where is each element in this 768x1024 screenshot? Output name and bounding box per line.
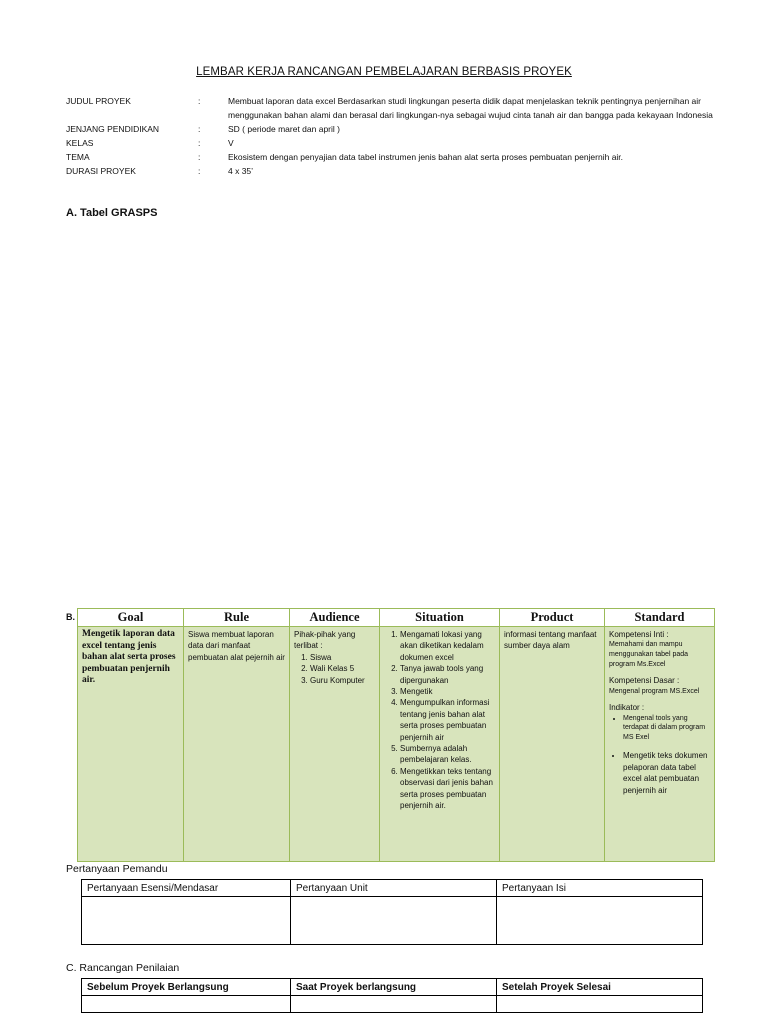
grasps-table [77,608,715,862]
column-header: Setelah Proyek Selesai [497,979,703,996]
section-b-label: B. [66,612,75,622]
ki-text: Memahami dan mampu menggunakan tabel pada program Ms.Excel [609,641,689,668]
situation-list [384,629,495,812]
grasps-header: Audience [290,609,380,627]
meta-label: TEMA [66,152,90,162]
meta-value: Ekosistem dengan penyajian data tabel instrumen jenis bahan alat serta proses pembuatan penjernih air. [228,152,624,162]
meta-colon: : [198,138,201,148]
table-cell [291,897,497,945]
column-header: Sebelum Proyek Berlangsung [82,979,291,996]
column-header: Pertanyaan Unit [291,880,497,897]
penilaian-table [81,978,703,1013]
rancangan-penilaian-heading: C. Rancangan Penilaian [66,962,180,974]
indicator-list [609,714,710,796]
meta-row-tema [66,150,716,164]
pertanyaan-table [81,879,703,945]
meta-colon: : [198,166,201,176]
meta-row-judul [66,94,716,122]
kd-label: Kompetensi Dasar : [609,676,680,686]
meta-row-jenjang [66,122,716,136]
rule-cell: Siswa membuat laporan data dari manfaat pembuatan alat pejernih air [184,627,290,862]
meta-row-kelas [66,136,716,150]
table-cell [497,897,703,945]
meta-value: Membuat laporan data excel Berdasarkan studi lingkungan peserta didik dapat menjelaskan teknik pentingnya penjernihan air menggunakan bahan alami dan berasal dari lingkungan-nya sebagai wujud cinta tanah air dan bangga pada kekayaan Indonesia [228,96,713,120]
column-header: Pertanyaan Isi [497,880,703,897]
column-header: Saat Proyek berlangsung [291,979,497,996]
meta-label: JUDUL PROYEK [66,96,131,106]
meta-colon: : [198,124,201,134]
table-cell [291,996,497,1013]
meta-label: DURASI PROYEK [66,166,136,176]
list-item: 2. Tanya jawab tools yang dipergunakan [400,663,495,686]
list-item: 2. Wali Kelas 5 [310,663,375,674]
kd-text: Mengenal program MS.Excel [609,687,700,695]
table-cell [82,996,291,1013]
list-item: 3. Mengetik [400,686,495,697]
table-row [82,897,703,945]
pertanyaan-pemandu-heading: Pertanyaan Pemandu [66,863,168,875]
grasps-header: Product [500,609,605,627]
table-row [82,996,703,1013]
page-title: LEMBAR KERJA RANCANGAN PEMBELAJARAN BERBASIS PROYEK [196,66,572,78]
audience-cell [290,627,380,862]
indicator-label: Indikator : [609,703,645,713]
situation-cell [380,627,500,862]
list-item: 4. Mengumpulkan informasi tentang jenis bahan alat serta proses pembuatan penjernih air [400,697,495,743]
grasps-header: Standard [605,609,715,627]
audience-list [294,652,375,686]
list-item: 1. Mengamati lokasi yang akan diketikan kedalam dokumen excel [400,629,495,663]
grasps-row [78,627,715,862]
grasps-header: Rule [184,609,290,627]
product-cell: informasi tentang manfaat sumber daya alam [500,627,605,862]
meta-colon: : [198,96,201,106]
table-cell [82,897,291,945]
table-header-row [82,979,703,996]
table-header-row [82,880,703,897]
meta-row-durasi [66,164,716,178]
audience-intro: Pihak-pihak yang terlibat : [294,630,356,651]
meta-label: KELAS [66,138,94,148]
list-item: 6. Mengetikkan teks tentang observasi dari jenis bahan serta proses pembuatan penjernih air. [400,766,495,812]
grasps-header: Goal [78,609,184,627]
grasps-header-row [78,609,715,627]
table-cell [497,996,703,1013]
list-item: 1. Siswa [310,652,375,663]
list-item: • Mengenal tools yang terdapat di dalam program MS Exel [623,714,710,743]
list-item: 5. Sumbernya adalah pembelajaran kelas. [400,743,495,766]
project-meta [66,94,716,178]
ki-label: Kompetensi Inti : [609,630,669,639]
standard-cell [605,627,715,862]
section-a-heading: A. Tabel GRASPS [66,207,158,219]
meta-value: 4 x 35’ [228,166,254,176]
meta-label: JENJANG PENDIDIKAN [66,124,160,134]
meta-colon: : [198,152,201,162]
meta-value: V [228,138,234,148]
list-item: 3. Guru Komputer [310,675,375,686]
column-header: Pertanyaan Esensi/Mendasar [82,880,291,897]
goal-cell: Mengetik laporan data excel tentang jenis bahan alat serta proses pembuatan penjernih air. [78,627,184,862]
list-item: • Mengetik teks dokumen pelaporan data tabel excel alat pembuatan penjernih air [623,750,710,796]
grasps-header: Situation [380,609,500,627]
meta-value: SD ( periode maret dan april ) [228,124,340,134]
